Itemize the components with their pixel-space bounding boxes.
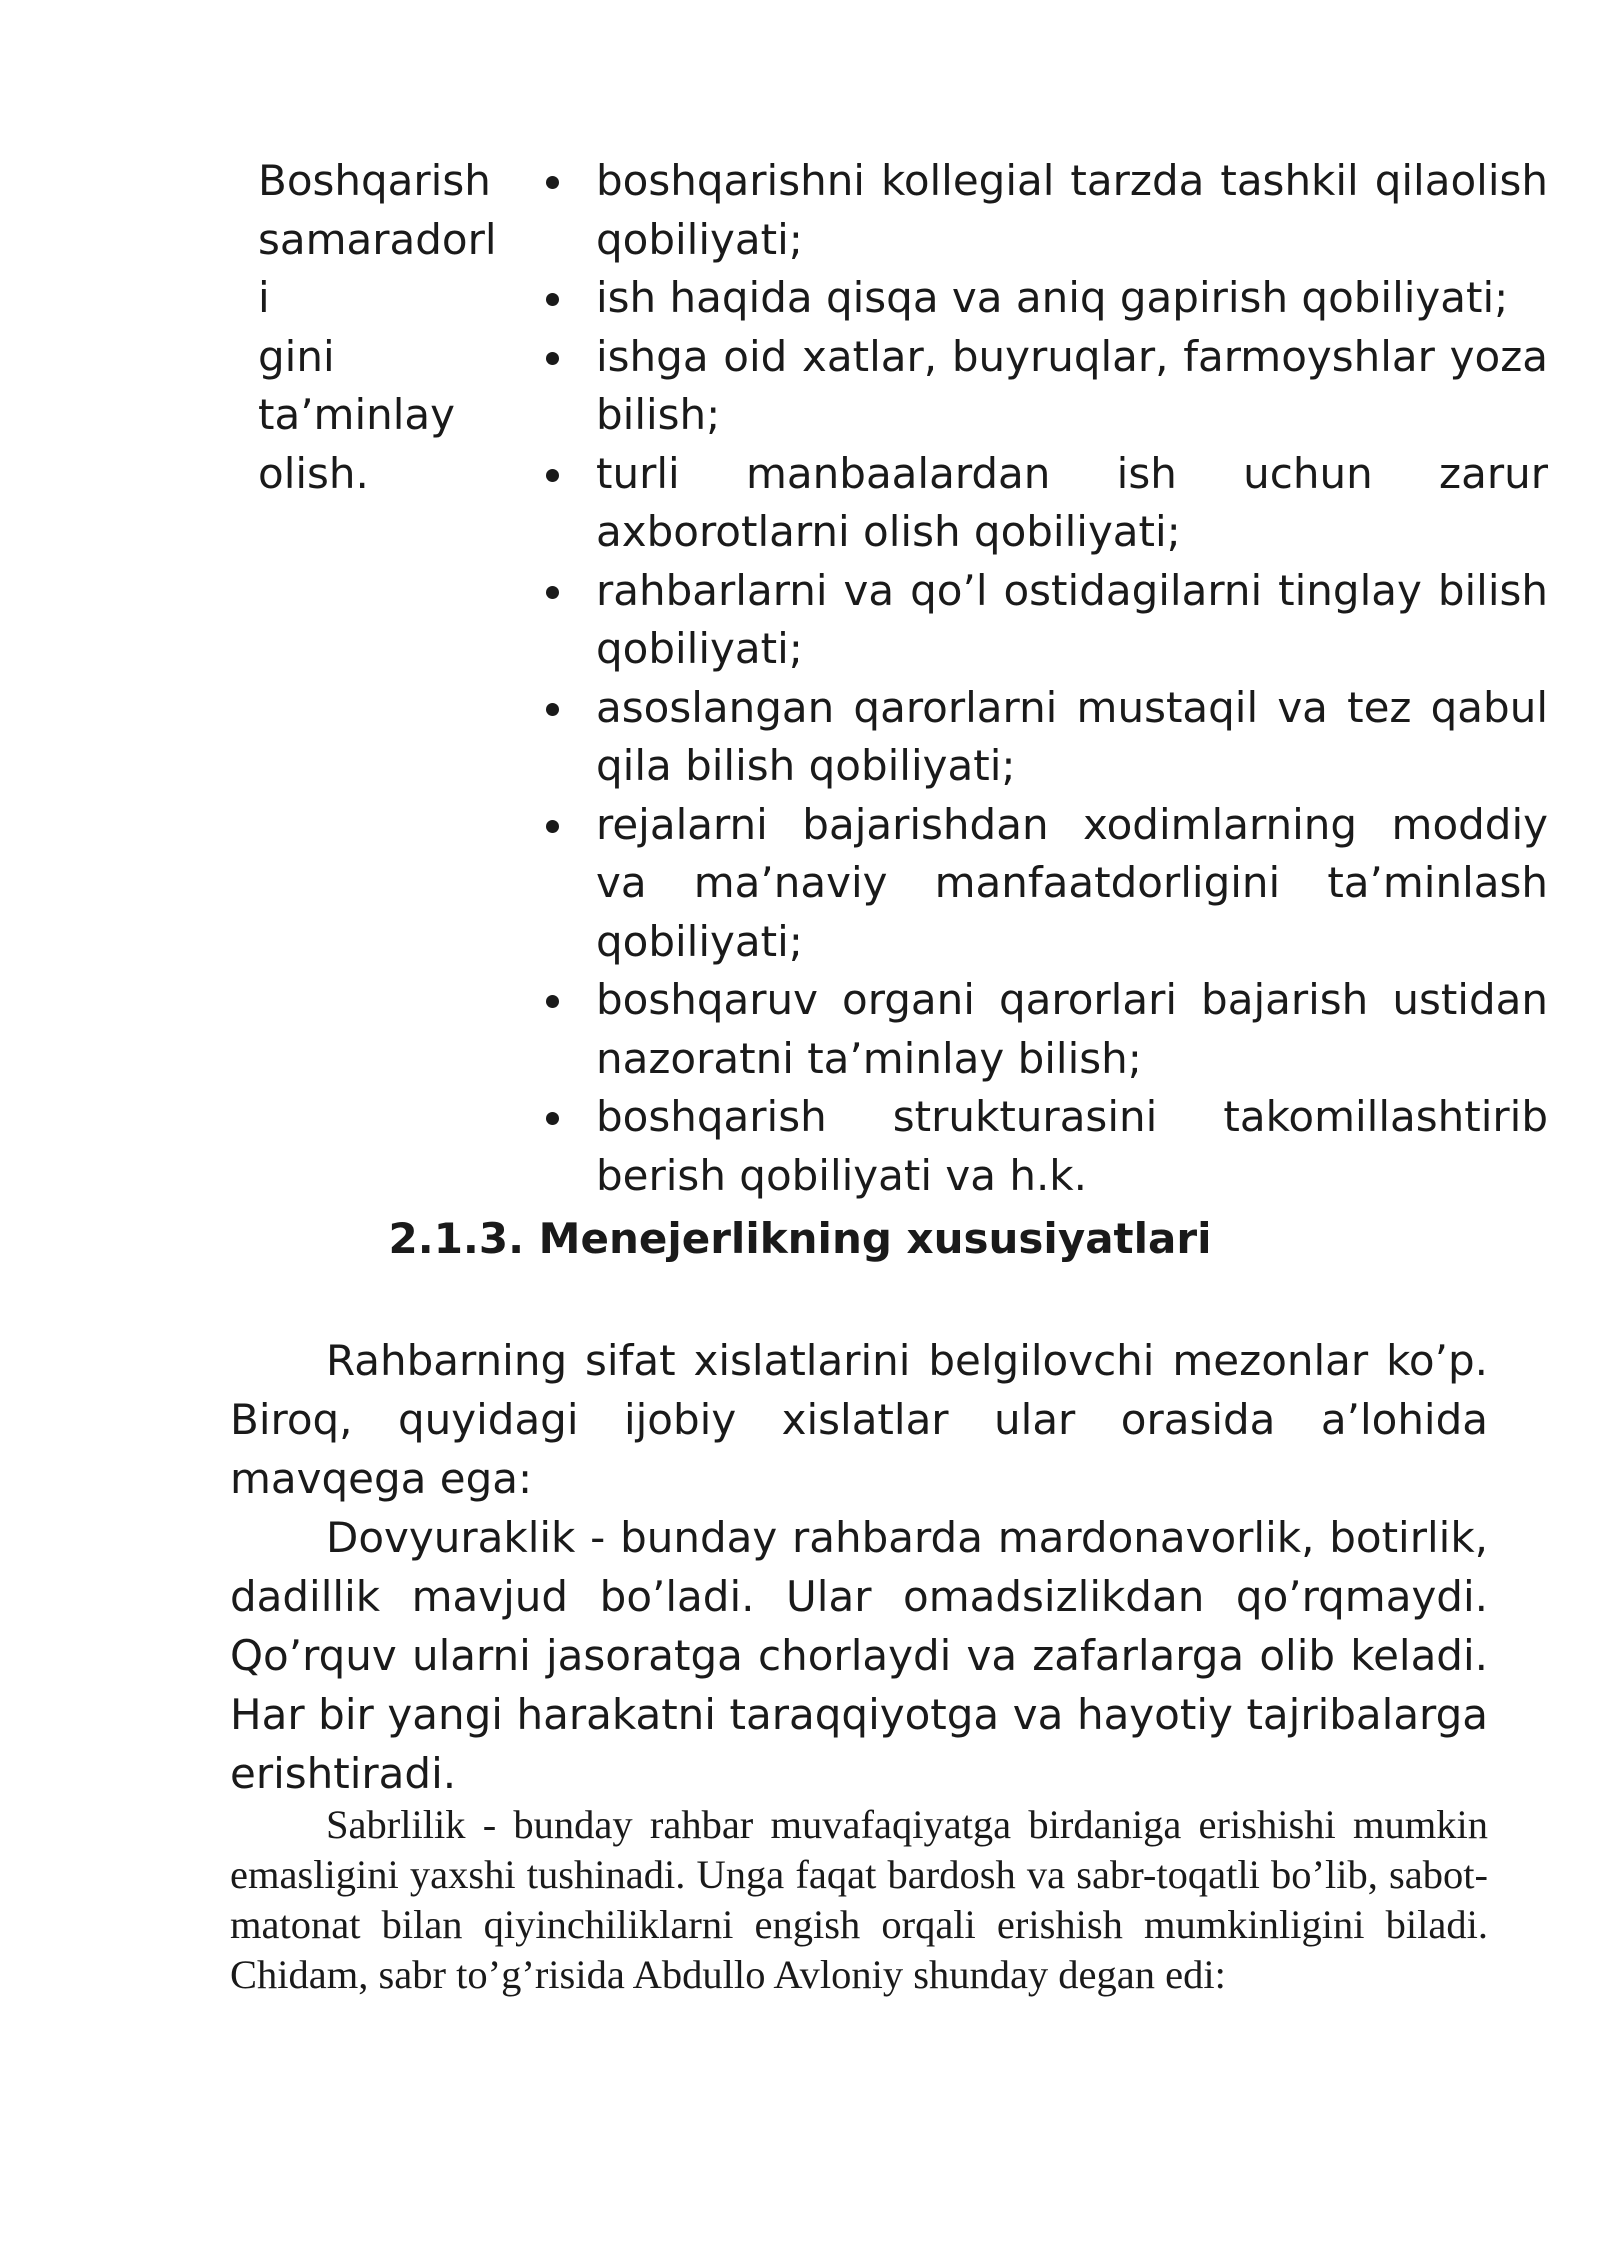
list-item: boshqarish strukturasini takomillashtirib berish qobiliyati va h.k. [548, 1088, 1548, 1205]
left-cell-line: ta’minlay [258, 390, 456, 439]
left-cell-line: Boshqarish [258, 156, 491, 205]
section-heading: 2.1.3. Menejerlikning xususiyatlari [388, 1214, 1212, 1263]
list-item: ishga oid xatlar, buyruqlar, farmoyshlar yoza bilish; [548, 328, 1548, 445]
table-left-cell [258, 152, 508, 1205]
table-right-cell [548, 152, 1548, 1205]
list-item: asoslangan qarorlarni mustaqil va tez qabul qila bilish qobiliyati; [548, 679, 1548, 796]
left-cell-line: olish. [258, 448, 369, 498]
list-item: turli manbaalardan ish uchun zarur axborotlarni olish qobiliyati; [548, 445, 1548, 562]
list-item: ish haqida qisqa va aniq gapirish qobiliyati; [548, 269, 1548, 328]
left-cell-line: samaradorli [258, 214, 497, 322]
skills-list [548, 152, 1548, 1205]
paragraph-dovyuraklik: Dovyuraklik - bunday rahbarda mardonavorlik, botirlik, dadillik mavjud bo’ladi. Ular omadsizlikdan qo’rqmaydi. Qo’rquv ularni jasoratga chorlaydi va zafarlarga olib keladi. Har bir yangi harakatni taraqqiyotga va hayotiy tajribalarga erishtiradi. [230, 1513, 1488, 1798]
list-item: rejalarni bajarishdan xodimlarning moddiy va ma’naviy manfaatdorligini ta’minlash qobiliyati; [548, 796, 1548, 972]
list-item: boshqaruv organi qarorlari bajarish ustidan nazoratni ta’minlay bilish; [548, 971, 1548, 1088]
paragraph-intro: Rahbarning sifat xislatlarini belgilovchi mezonlar ko’p. Biroq, quyidagi ijobiy xislatlar ular orasida a’lohida mavqega ega: [230, 1336, 1488, 1503]
paragraph-sabrlilik: Sabrlilik - bunday rahbar muvafaqiyatga birdaniga erishishi mumkin emasligini yaxshi tushinadi. Unga faqat bardosh va sabr-toqatli bo’lib, sabot-matonat bilan qiyinchiliklarni engish orqali erishish mumkinligini biladi. Chidam, sabr to’g’risida Abdullo Avloniy shunday degan edi: [230, 1802, 1488, 1997]
list-item: boshqarishni kollegial tarzda tashkil qilaolish qobiliyati; [548, 152, 1548, 269]
left-cell-line: gini [258, 331, 335, 381]
skills-table [258, 152, 1548, 1205]
list-item: rahbarlarni va qo’l ostidagilarni tinglay bilish qobiliyati; [548, 562, 1548, 679]
